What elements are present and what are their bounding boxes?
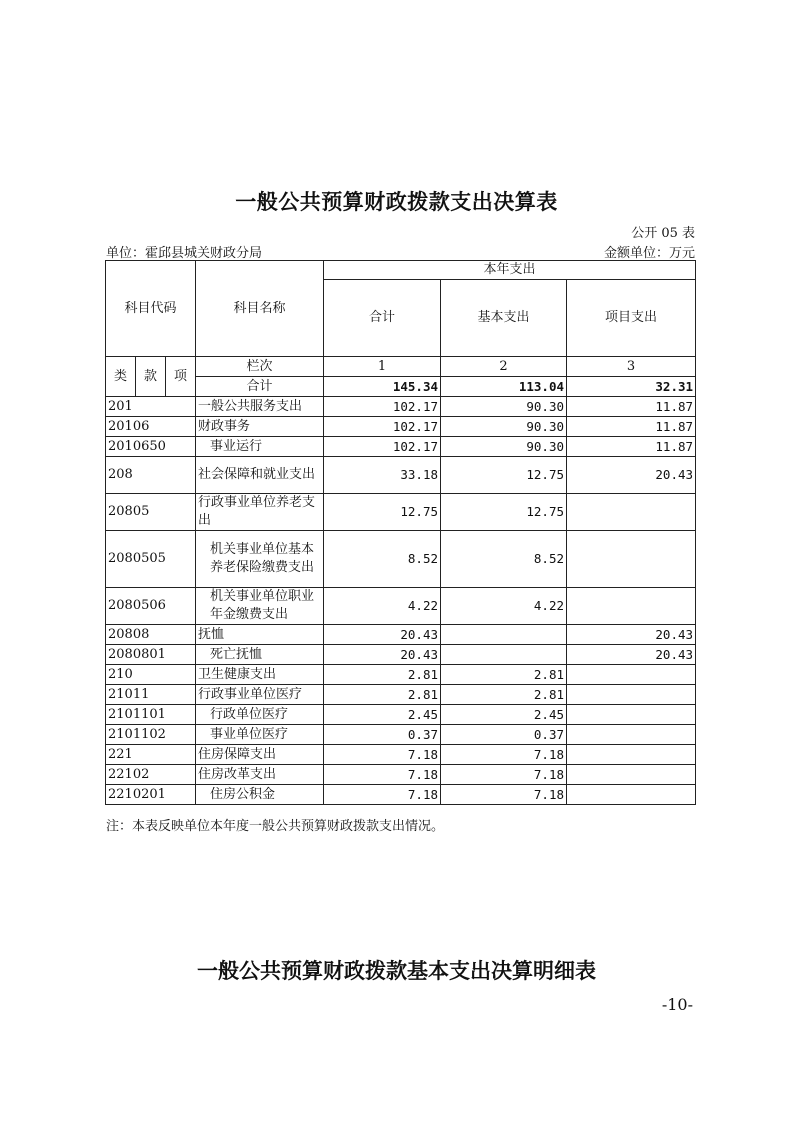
row-code: 22102: [106, 765, 196, 785]
row-basic: 2.81: [441, 685, 567, 705]
row-code: 2010650: [106, 437, 196, 457]
row-name: 一般公共服务支出: [196, 397, 324, 417]
row-total: 7.18: [324, 745, 441, 765]
table-row: [106, 531, 696, 588]
next-section-title: 一般公共预算财政拨款基本支出决算明细表: [197, 959, 596, 983]
row-name: 事业运行: [196, 437, 324, 457]
row-name: 住房改革支出: [196, 765, 324, 785]
row-total: 12.75: [324, 494, 441, 531]
row-basic: 2.81: [441, 665, 567, 685]
row-basic: [441, 645, 567, 665]
row-basic: 7.18: [441, 765, 567, 785]
expenditure-table: [105, 260, 696, 805]
header-year-expense: 本年支出: [324, 261, 696, 280]
row-name: 社会保障和就业支出: [196, 457, 324, 494]
form-number: 公开 05 表: [631, 226, 695, 241]
table-note: 注：本表反映单位本年度一般公共预算财政拨款支出情况。: [106, 819, 445, 834]
row-total: 4.22: [324, 588, 441, 625]
row-project: [567, 785, 696, 805]
row-name: 机关事业单位基本养老保险缴费支出: [196, 531, 324, 588]
row-basic: 12.75: [441, 457, 567, 494]
row-code: 2080505: [106, 531, 196, 588]
row-project: 11.87: [567, 397, 696, 417]
row-basic: 90.30: [441, 437, 567, 457]
row-total: 8.52: [324, 531, 441, 588]
row-total: 33.18: [324, 457, 441, 494]
row-project: [567, 765, 696, 785]
row-project: 11.87: [567, 437, 696, 457]
table-row: [106, 397, 696, 417]
table-row: [106, 588, 696, 625]
table-row: [106, 625, 696, 645]
header-code: 科目代码: [106, 261, 196, 357]
header-row-1: [106, 261, 696, 280]
row-code: 2101102: [106, 725, 196, 745]
row-code: 2080506: [106, 588, 196, 625]
row-code: 221: [106, 745, 196, 765]
table-row: [106, 725, 696, 745]
row-total: 7.18: [324, 765, 441, 785]
row-code: 21011: [106, 685, 196, 705]
row-name: 财政事务: [196, 417, 324, 437]
row-project: [567, 665, 696, 685]
row-code: 20808: [106, 625, 196, 645]
table-row: [106, 437, 696, 457]
row-total: 0.37: [324, 725, 441, 745]
page-title: 一般公共预算财政拨款支出决算表: [235, 190, 558, 214]
table-row: [106, 765, 696, 785]
header-kuan: 款: [136, 357, 166, 397]
row-total: 2.45: [324, 705, 441, 725]
row-basic: 90.30: [441, 417, 567, 437]
row-total: 20.43: [324, 625, 441, 645]
row-name: 机关事业单位职业年金缴费支出: [196, 588, 324, 625]
row-basic: 2.45: [441, 705, 567, 725]
row-total: 102.17: [324, 417, 441, 437]
row-name: 住房公积金: [196, 785, 324, 805]
row-code: 201: [106, 397, 196, 417]
row-code: 208: [106, 457, 196, 494]
row-basic: 8.52: [441, 531, 567, 588]
row-basic: 4.22: [441, 588, 567, 625]
row-total: 20.43: [324, 645, 441, 665]
header-total: 合计: [324, 280, 441, 357]
table-row: [106, 417, 696, 437]
table-row: [106, 705, 696, 725]
row-basic: 0.37: [441, 725, 567, 745]
header-basic: 基本支出: [441, 280, 567, 357]
table-row: [106, 645, 696, 665]
row-total: 102.17: [324, 397, 441, 417]
row-name: 行政事业单位养老支出: [196, 494, 324, 531]
row-name: 事业单位医疗: [196, 725, 324, 745]
row-project: 20.43: [567, 457, 696, 494]
total-project: 32.31: [567, 377, 696, 397]
row-project: [567, 685, 696, 705]
total-label: 合计: [196, 377, 324, 397]
row-total: 7.18: [324, 785, 441, 805]
table-row: [106, 457, 696, 494]
row-project: 11.87: [567, 417, 696, 437]
header-name: 科目名称: [196, 261, 324, 357]
header-col3: 3: [567, 357, 696, 377]
row-name: 住房保障支出: [196, 745, 324, 765]
total-basic: 113.04: [441, 377, 567, 397]
reporting-unit: 单位：霍邱县城关财政分局: [106, 246, 263, 261]
row-code: 20805: [106, 494, 196, 531]
row-project: [567, 531, 696, 588]
header-project: 项目支出: [567, 280, 696, 357]
row-code: 2080801: [106, 645, 196, 665]
header-row-3: [106, 357, 696, 377]
header-lei: 类: [106, 357, 136, 397]
row-name: 行政事业单位医疗: [196, 685, 324, 705]
header-lanci: 栏次: [196, 357, 324, 377]
row-total: 102.17: [324, 437, 441, 457]
row-project: [567, 745, 696, 765]
row-total: 2.81: [324, 685, 441, 705]
amount-unit: 金额单位：万元: [603, 246, 695, 261]
total-total: 145.34: [324, 377, 441, 397]
row-project: [567, 588, 696, 625]
header-col2: 2: [441, 357, 567, 377]
row-name: 卫生健康支出: [196, 665, 324, 685]
header-xiang: 项: [166, 357, 196, 397]
row-code: 2101101: [106, 705, 196, 725]
row-project: [567, 494, 696, 531]
table-row: [106, 685, 696, 705]
row-name: 死亡抚恤: [196, 645, 324, 665]
row-name: 行政单位医疗: [196, 705, 324, 725]
row-basic: 12.75: [441, 494, 567, 531]
row-project: 20.43: [567, 625, 696, 645]
table-row: [106, 494, 696, 531]
row-basic: 90.30: [441, 397, 567, 417]
table-row: [106, 745, 696, 765]
row-code: 20106: [106, 417, 196, 437]
row-project: [567, 705, 696, 725]
page-number: -10-: [661, 995, 693, 1014]
row-name: 抚恤: [196, 625, 324, 645]
table-row: [106, 665, 696, 685]
row-basic: 7.18: [441, 745, 567, 765]
row-code: 2210201: [106, 785, 196, 805]
header-col1: 1: [324, 357, 441, 377]
row-project: 20.43: [567, 645, 696, 665]
row-total: 2.81: [324, 665, 441, 685]
row-project: [567, 725, 696, 745]
table-row: [106, 785, 696, 805]
row-basic: [441, 625, 567, 645]
row-basic: 7.18: [441, 785, 567, 805]
row-code: 210: [106, 665, 196, 685]
